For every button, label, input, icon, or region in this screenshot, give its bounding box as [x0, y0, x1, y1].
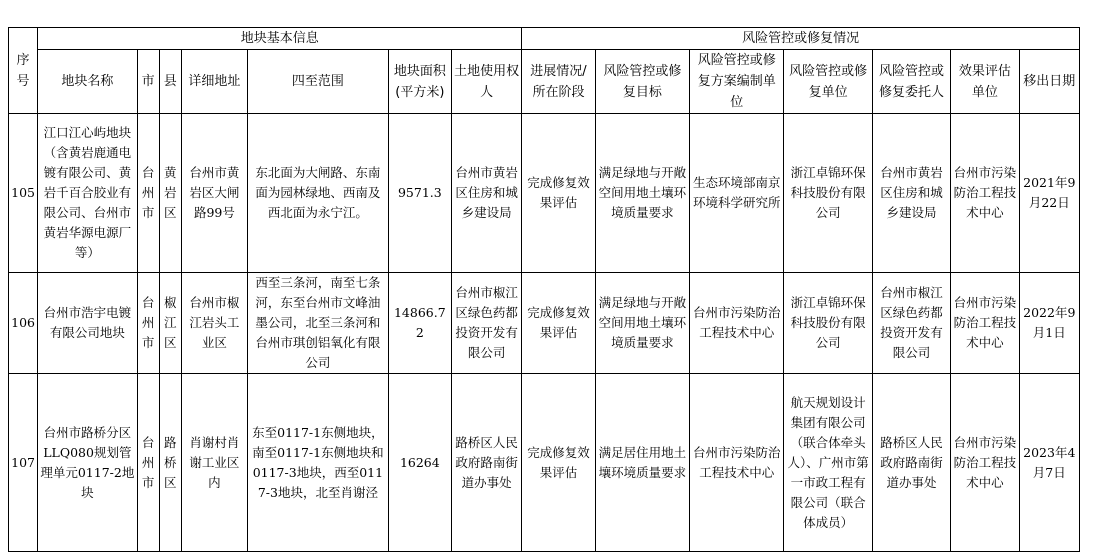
header-client: 风险管控或修复委托人	[872, 50, 950, 114]
table-body	[9, 114, 1080, 552]
header-planner: 风险管控或修复方案编制单位	[690, 50, 784, 114]
cell-date: 2023年4月7日	[1019, 374, 1079, 552]
cell-boundary: 东北面为大闸路、东南面为园林绿地、西南及西北面为永宁江。	[248, 114, 389, 273]
header-seq: 序号	[9, 28, 38, 114]
cell-planner: 台州市污染防治工程技术中心	[690, 273, 784, 374]
cell-stage: 完成修复效果评估	[522, 273, 595, 374]
header-name: 地块名称	[38, 50, 137, 114]
cell-planner: 生态环境部南京环境科学研究所	[690, 114, 784, 273]
header-group-basic: 地块基本信息	[38, 28, 522, 50]
cell-county: 路桥区	[159, 374, 181, 552]
table-row	[9, 273, 1080, 374]
cell-goal: 满足绿地与开敞空间用地土壤环境质量要求	[595, 273, 689, 374]
header-boundary: 四至范围	[248, 50, 389, 114]
cell-client: 台州市黄岩区住房和城乡建设局	[872, 114, 950, 273]
header-group-risk: 风险管控或修复情况	[522, 28, 1080, 50]
cell-executor: 浙江卓锦环保科技股份有限公司	[784, 114, 872, 273]
cell-evaluator: 台州市污染防治工程技术中心	[951, 114, 1019, 273]
cell-address: 肖谢村肖谢工业区内	[181, 374, 247, 552]
cell-seq: 106	[9, 273, 38, 374]
table-row	[9, 114, 1080, 273]
cell-client: 台州市椒江区绿色药都投资开发有限公司	[872, 273, 950, 374]
header-city: 市	[137, 50, 159, 114]
cell-date: 2022年9月1日	[1019, 273, 1079, 374]
header-goal: 风险管控或修复目标	[595, 50, 689, 114]
cell-owner: 台州市黄岩区住房和城乡建设局	[451, 114, 521, 273]
cell-goal: 满足居住用地土壤环境质量要求	[595, 374, 689, 552]
cell-boundary: 东至0117-1东侧地块，南至0117-1东侧地块和0117-3地块，西至0117-3地块，北至肖谢泾	[248, 374, 389, 552]
header-county: 县	[159, 50, 181, 114]
cell-city: 台州市	[137, 114, 159, 273]
cell-city: 台州市	[137, 374, 159, 552]
cell-area: 16264	[388, 374, 451, 552]
cell-area: 14866.72	[388, 273, 451, 374]
cell-date: 2021年9月22日	[1019, 114, 1079, 273]
header-evaluator: 效果评估单位	[951, 50, 1019, 114]
header-address: 详细地址	[181, 50, 247, 114]
cell-address: 台州市黄岩区大闸路99号	[181, 114, 247, 273]
cell-city: 台州市	[137, 273, 159, 374]
cell-owner: 台州市椒江区绿色药都投资开发有限公司	[451, 273, 521, 374]
cell-county: 椒江区	[159, 273, 181, 374]
header-area: 地块面积(平方米)	[388, 50, 451, 114]
site-removal-table	[8, 27, 1080, 552]
cell-executor: 航天规划设计集团有限公司（联合体牵头人）、广州市第一市政工程有限公司（联合体成员）	[784, 374, 872, 552]
cell-seq: 107	[9, 374, 38, 552]
cell-evaluator: 台州市污染防治工程技术中心	[951, 374, 1019, 552]
cell-evaluator: 台州市污染防治工程技术中心	[951, 273, 1019, 374]
cell-area: 9571.3	[388, 114, 451, 273]
cell-name: 台州市路桥分区LLQ080规划管理单元0117-2地块	[38, 374, 137, 552]
cell-planner: 台州市污染防治工程技术中心	[690, 374, 784, 552]
cell-boundary: 西至三条河，南至七条河，东至台州市文峰油墨公司，北至三条河和台州市琪创铝氧化有限公司	[248, 273, 389, 374]
cell-county: 黄岩区	[159, 114, 181, 273]
cell-name: 江口江心屿地块（含黄岩鹿通电镀有限公司、黄岩千百合胶业有限公司、台州市黄岩华源电源厂等）	[38, 114, 137, 273]
cell-stage: 完成修复效果评估	[522, 114, 595, 273]
header-date: 移出日期	[1019, 50, 1079, 114]
cell-client: 路桥区人民政府路南街道办事处	[872, 374, 950, 552]
cell-owner: 路桥区人民政府路南街道办事处	[451, 374, 521, 552]
header-executor: 风险管控或修复单位	[784, 50, 872, 114]
header-stage: 进展情况/所在阶段	[522, 50, 595, 114]
cell-name: 台州市浩宇电镀有限公司地块	[38, 273, 137, 374]
cell-goal: 满足绿地与开敞空间用地土壤环境质量要求	[595, 114, 689, 273]
cell-stage: 完成修复效果评估	[522, 374, 595, 552]
cell-address: 台州市椒江岩头工业区	[181, 273, 247, 374]
header-owner: 土地使用权人	[451, 50, 521, 114]
cell-executor: 浙江卓锦环保科技股份有限公司	[784, 273, 872, 374]
table-header	[9, 28, 1080, 114]
table-row	[9, 374, 1080, 552]
cell-seq: 105	[9, 114, 38, 273]
